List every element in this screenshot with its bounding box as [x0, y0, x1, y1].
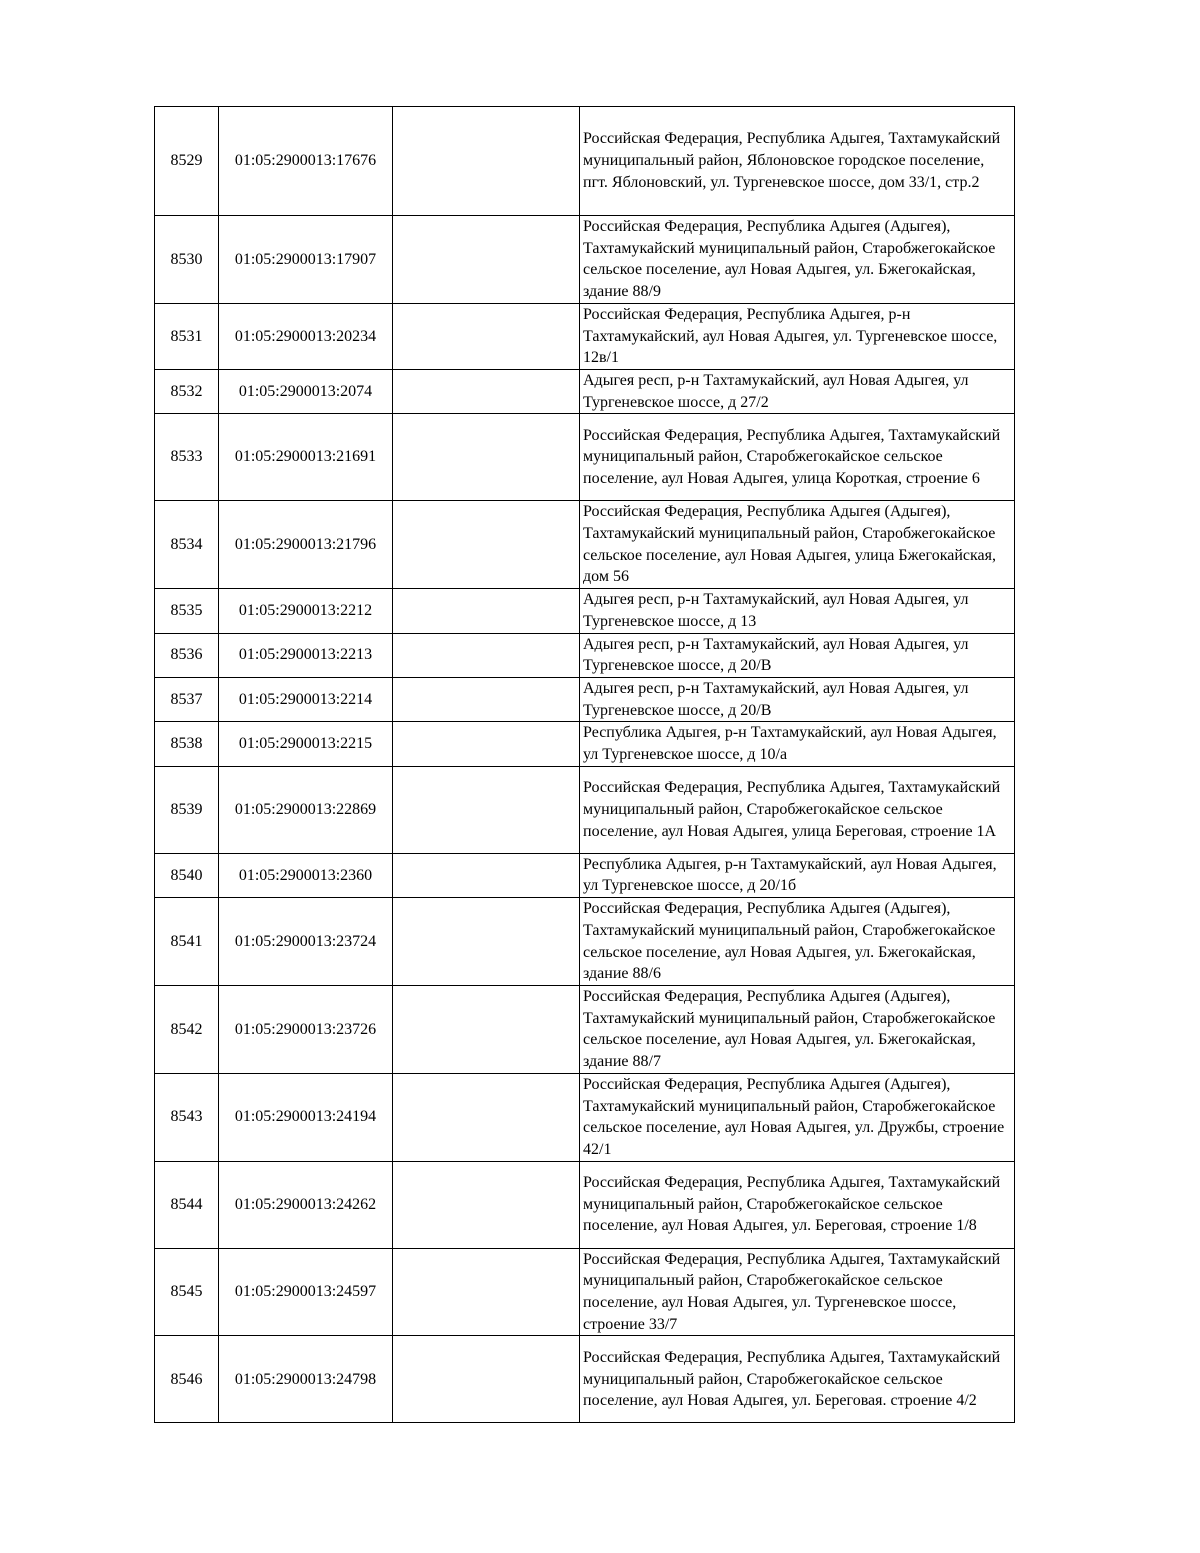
address-cell: Российская Федерация, Республика Адыгея, Тахтамукайский муниципальный район, Яблоновское городское поселение, пгт. Яблоновский, ул. Тургеневское шоссе, дом 33/1, стр.2 — [580, 107, 1015, 216]
empty-cell — [393, 1248, 580, 1336]
row-number-cell: 8545 — [155, 1248, 219, 1336]
cadastral-number-cell: 01:05:2900013:2212 — [219, 589, 393, 633]
address-cell: Российская Федерация, Республика Адыгея (Адыгея), Тахтамукайский муниципальный район, Старобжегокайское сельское поселение, аул Новая Адыгея, ул. Бжегокайская, здание 88/9 — [580, 216, 1015, 304]
row-number-cell: 8535 — [155, 589, 219, 633]
cadastral-number-cell: 01:05:2900013:21796 — [219, 501, 393, 589]
row-number-cell: 8534 — [155, 501, 219, 589]
cadastral-number-cell: 01:05:2900013:2074 — [219, 369, 393, 413]
address-cell: Российская Федерация, Республика Адыгея, Тахтамукайский муниципальный район, Старобжегокайское сельское поселение, аул Новая Адыгея, улица Короткая, строение 6 — [580, 414, 1015, 501]
empty-cell — [393, 898, 580, 986]
cadastral-number-cell: 01:05:2900013:2215 — [219, 722, 393, 766]
empty-cell — [393, 107, 580, 216]
table-row — [155, 589, 1015, 633]
address-cell: Республика Адыгея, р-н Тахтамукайский, аул Новая Адыгея, ул Тургеневское шоссе, д 20/1б — [580, 853, 1015, 897]
cadastral-number-cell: 01:05:2900013:21691 — [219, 414, 393, 501]
table-row — [155, 633, 1015, 677]
cadastral-number-cell: 01:05:2900013:24798 — [219, 1336, 393, 1423]
address-cell: Адыгея респ, р-н Тахтамукайский, аул Новая Адыгея, ул Тургеневское шоссе, д 13 — [580, 589, 1015, 633]
address-cell: Российская Федерация, Республика Адыгея (Адыгея), Тахтамукайский муниципальный район, Старобжегокайское сельское поселение, аул Новая Адыгея, ул. Дружбы, строение 42/1 — [580, 1073, 1015, 1161]
empty-cell — [393, 501, 580, 589]
address-cell: Адыгея респ, р-н Тахтамукайский, аул Новая Адыгея, ул Тургеневское шоссе, д 20/В — [580, 633, 1015, 677]
cadastral-number-cell: 01:05:2900013:2213 — [219, 633, 393, 677]
address-cell: Российская Федерация, Республика Адыгея (Адыгея), Тахтамукайский муниципальный район, Старобжегокайское сельское поселение, аул Новая Адыгея, улица Бжегокайская, дом 56 — [580, 501, 1015, 589]
address-cell: Российская Федерация, Республика Адыгея, Тахтамукайский муниципальный район, Старобжегокайское сельское поселение, аул Новая Адыгея, ул. Береговая. строение 4/2 — [580, 1336, 1015, 1423]
row-number-cell: 8540 — [155, 853, 219, 897]
empty-cell — [393, 853, 580, 897]
empty-cell — [393, 722, 580, 766]
cadastral-number-cell: 01:05:2900013:23724 — [219, 898, 393, 986]
table-row — [155, 1073, 1015, 1161]
empty-cell — [393, 766, 580, 853]
table-row — [155, 677, 1015, 721]
address-cell: Адыгея респ, р-н Тахтамукайский, аул Новая Адыгея, ул Тургеневское шоссе, д 27/2 — [580, 369, 1015, 413]
address-cell: Российская Федерация, Республика Адыгея, р-н Тахтамукайский, аул Новая Адыгея, ул. Тургеневское шоссе, 12в/1 — [580, 303, 1015, 369]
row-number-cell: 8532 — [155, 369, 219, 413]
registry-table — [154, 106, 1015, 1423]
table-row — [155, 369, 1015, 413]
table-row — [155, 1336, 1015, 1423]
cadastral-number-cell: 01:05:2900013:24597 — [219, 1248, 393, 1336]
empty-cell — [393, 414, 580, 501]
empty-cell — [393, 677, 580, 721]
cadastral-number-cell: 01:05:2900013:24262 — [219, 1161, 393, 1248]
table-row — [155, 853, 1015, 897]
cadastral-number-cell: 01:05:2900013:2214 — [219, 677, 393, 721]
table-row — [155, 216, 1015, 304]
registry-table-body — [155, 107, 1015, 1423]
address-cell: Российская Федерация, Республика Адыгея (Адыгея), Тахтамукайский муниципальный район, Старобжегокайское сельское поселение, аул Новая Адыгея, ул. Бжегокайская, здание 88/7 — [580, 985, 1015, 1073]
table-row — [155, 1161, 1015, 1248]
cadastral-number-cell: 01:05:2900013:22869 — [219, 766, 393, 853]
table-row — [155, 898, 1015, 986]
table-row — [155, 722, 1015, 766]
row-number-cell: 8537 — [155, 677, 219, 721]
row-number-cell: 8538 — [155, 722, 219, 766]
address-cell: Российская Федерация, Республика Адыгея, Тахтамукайский муниципальный район, Старобжегокайское сельское поселение, аул Новая Адыгея, ул. Береговая, строение 1/8 — [580, 1161, 1015, 1248]
empty-cell — [393, 303, 580, 369]
cadastral-number-cell: 01:05:2900013:24194 — [219, 1073, 393, 1161]
address-cell: Российская Федерация, Республика Адыгея, Тахтамукайский муниципальный район, Старобжегокайское сельское поселение, аул Новая Адыгея, улица Береговая, строение 1А — [580, 766, 1015, 853]
table-row — [155, 766, 1015, 853]
table-row — [155, 985, 1015, 1073]
empty-cell — [393, 216, 580, 304]
address-cell: Республика Адыгея, р-н Тахтамукайский, аул Новая Адыгея, ул Тургеневское шоссе, д 10/а — [580, 722, 1015, 766]
table-row — [155, 414, 1015, 501]
address-cell: Российская Федерация, Республика Адыгея, Тахтамукайский муниципальный район, Старобжегокайское сельское поселение, аул Новая Адыгея, ул. Тургеневское шоссе, строение 33/7 — [580, 1248, 1015, 1336]
row-number-cell: 8539 — [155, 766, 219, 853]
empty-cell — [393, 589, 580, 633]
row-number-cell: 8529 — [155, 107, 219, 216]
table-row — [155, 107, 1015, 216]
empty-cell — [393, 985, 580, 1073]
table-row — [155, 303, 1015, 369]
address-cell: Адыгея респ, р-н Тахтамукайский, аул Новая Адыгея, ул Тургеневское шоссе, д 20/В — [580, 677, 1015, 721]
table-row — [155, 1248, 1015, 1336]
cadastral-number-cell: 01:05:2900013:17676 — [219, 107, 393, 216]
table-row — [155, 501, 1015, 589]
cadastral-number-cell: 01:05:2900013:17907 — [219, 216, 393, 304]
row-number-cell: 8536 — [155, 633, 219, 677]
row-number-cell: 8544 — [155, 1161, 219, 1248]
empty-cell — [393, 1073, 580, 1161]
row-number-cell: 8541 — [155, 898, 219, 986]
empty-cell — [393, 1161, 580, 1248]
row-number-cell: 8530 — [155, 216, 219, 304]
address-cell: Российская Федерация, Республика Адыгея (Адыгея), Тахтамукайский муниципальный район, Старобжегокайское сельское поселение, аул Новая Адыгея, ул. Бжегокайская, здание 88/6 — [580, 898, 1015, 986]
cadastral-number-cell: 01:05:2900013:20234 — [219, 303, 393, 369]
row-number-cell: 8543 — [155, 1073, 219, 1161]
cadastral-number-cell: 01:05:2900013:2360 — [219, 853, 393, 897]
cadastral-number-cell: 01:05:2900013:23726 — [219, 985, 393, 1073]
empty-cell — [393, 1336, 580, 1423]
row-number-cell: 8542 — [155, 985, 219, 1073]
empty-cell — [393, 369, 580, 413]
row-number-cell: 8531 — [155, 303, 219, 369]
row-number-cell: 8533 — [155, 414, 219, 501]
empty-cell — [393, 633, 580, 677]
row-number-cell: 8546 — [155, 1336, 219, 1423]
